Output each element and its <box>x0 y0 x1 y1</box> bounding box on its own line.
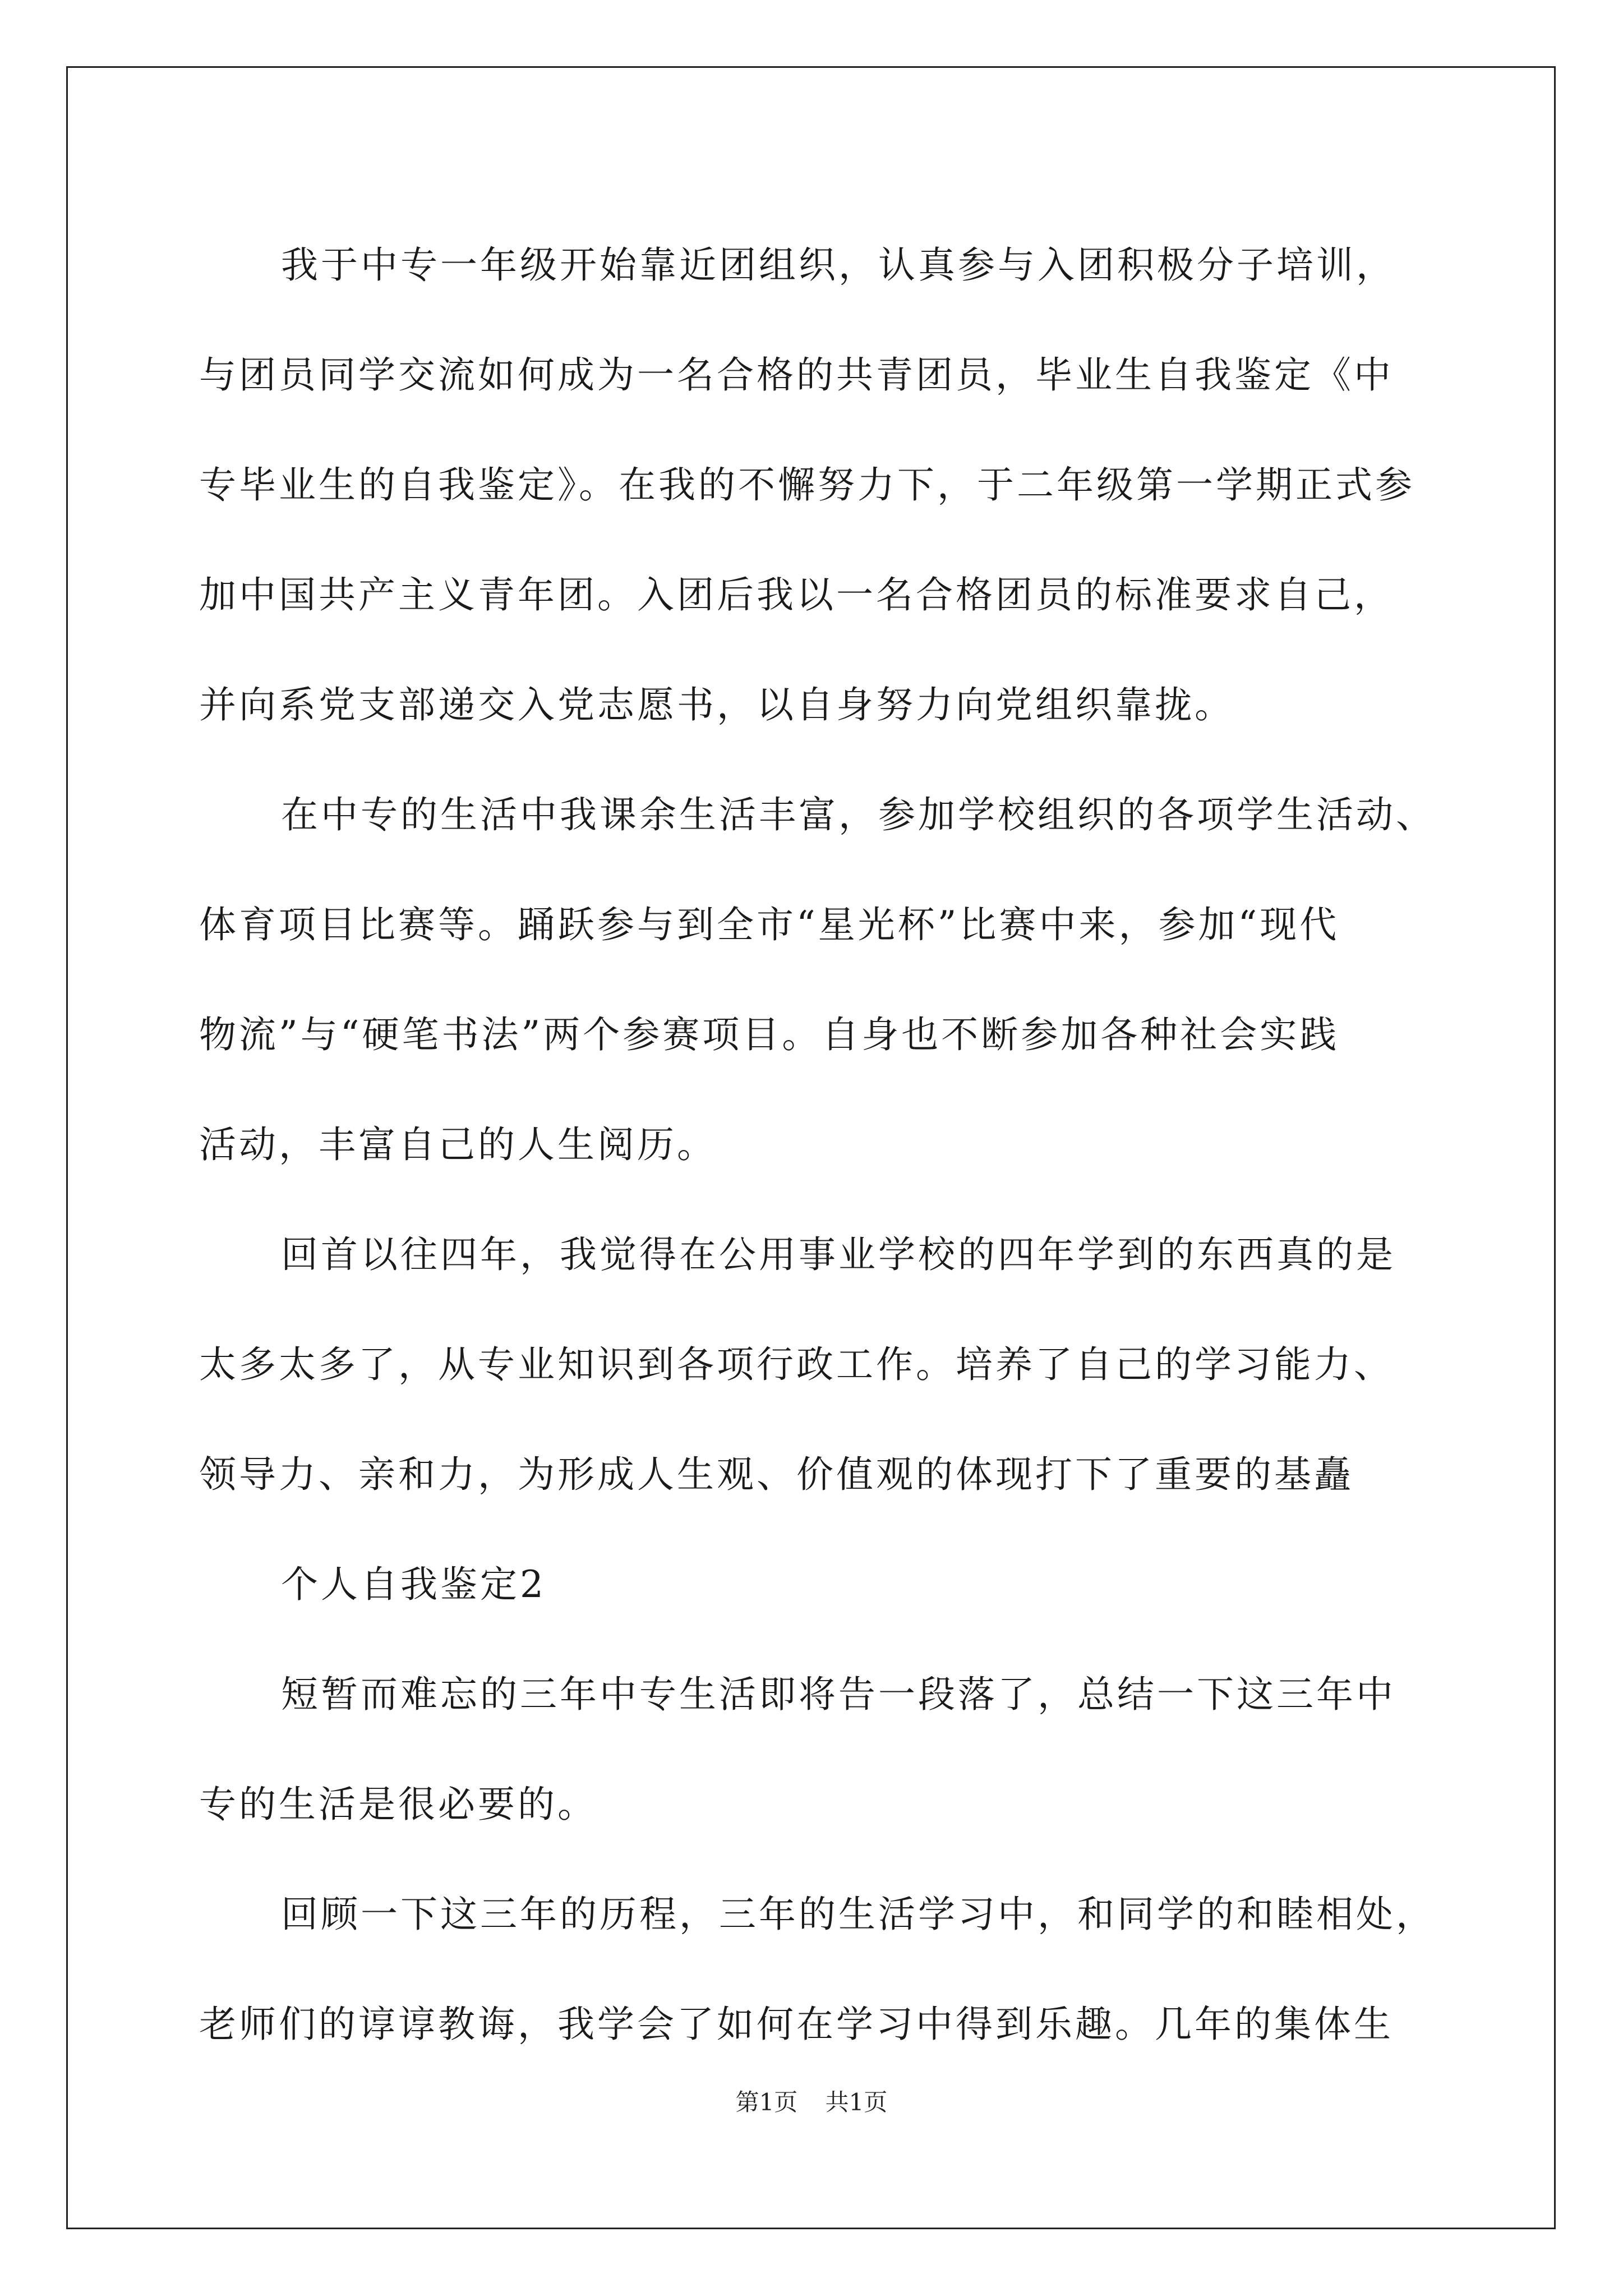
text-line: 个人自我鉴定2 <box>281 1563 546 1606</box>
text-line: 老师们的谆谆教诲，我学会了如何在学习中得到乐趣。几年的集体生 <box>199 2003 1394 2046</box>
text-line: 体育项目比赛等。踊跃参与到全市“星光杯”比赛中来，参加“现代 <box>199 903 1340 946</box>
page-number-current: 第1页 <box>735 2088 798 2116</box>
text-line: 加中国共产主义青年团。入团后我以一名合格团员的标准要求自己， <box>199 573 1394 616</box>
text-line: 活动，丰富自己的人生阅历。 <box>199 1123 717 1166</box>
text-line: 专的生活是很必要的。 <box>199 1783 597 1826</box>
page-footer <box>0 2086 1623 2119</box>
text-line: 回首以往四年，我觉得在公用事业学校的四年学到的东西真的是 <box>281 1233 1396 1276</box>
document-body <box>199 210 1436 2079</box>
text-line: 短暂而难忘的三年中专生活即将告一段落了，总结一下这三年中 <box>281 1673 1396 1716</box>
text-line: 专毕业生的自我鉴定》。在我的不懈努力下，于二年级第一学期正式参 <box>199 463 1415 507</box>
text-line: 与团员同学交流如何成为一名合格的共青团员，毕业生自我鉴定《中 <box>199 353 1394 397</box>
text-line: 并向系党支部递交入党志愿书，以自身努力向党组织靠拢。 <box>199 683 1234 726</box>
text-line: 在中专的生活中我课余生活丰富，参加学校组织的各项学生活动、 <box>281 793 1436 836</box>
text-line: 领导力、亲和力，为形成人生观、价值观的体现打下了重要的基矗 <box>199 1453 1354 1496</box>
text-line: 我于中专一年级开始靠近团组织，认真参与入团积极分子培训， <box>281 243 1396 287</box>
page-number-total: 共1页 <box>825 2088 888 2116</box>
text-line: 物流”与“硬笔书法”两个参赛项目。自身也不断参加各种社会实践 <box>199 1013 1340 1056</box>
text-line: 回顾一下这三年的历程，三年的生活学习中，和同学的和睦相处， <box>281 1893 1436 1936</box>
text-line: 太多太多了，从专业知识到各项行政工作。培养了自己的学习能力、 <box>199 1343 1394 1386</box>
